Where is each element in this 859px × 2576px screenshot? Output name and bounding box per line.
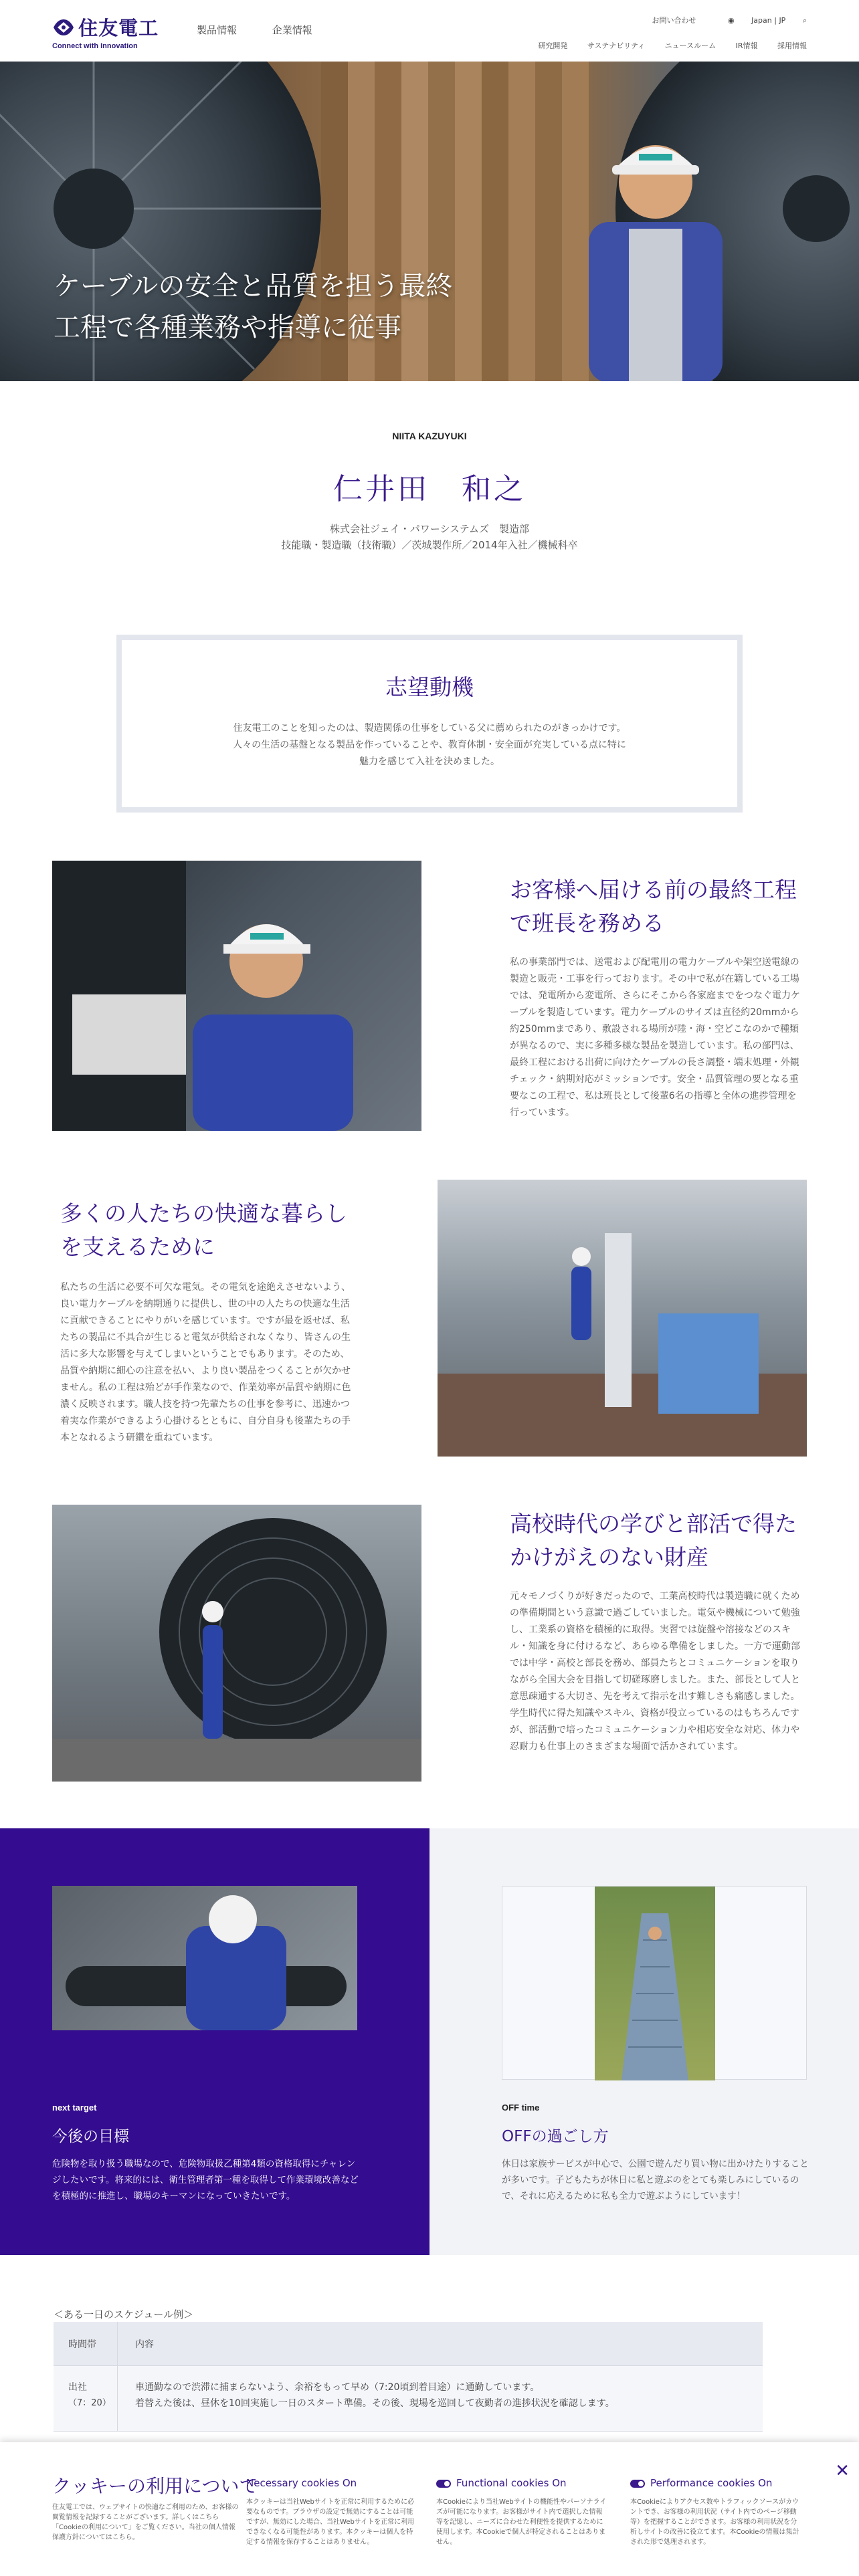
search-icon[interactable]: ⌕ [802,16,807,25]
motive-box [116,635,743,813]
off-time-title: OFFの過ごし方 [502,2128,609,2145]
region-label: Japan | JP [751,16,786,25]
sub-nav-recruit[interactable]: 採用情報 [777,41,807,50]
cookie-functional-title: Functional cookies On [456,2477,567,2489]
globe-icon: ◉ [727,16,737,25]
cookie-functional-body: 本Cookieにより当社Webサイトの機能性やパーソナライズが可能になります。お客様がサイト内で選択した情報等を記憶し、ニーズに合わせた利便性を提供するために使用します。本Cookieで個人が特定されることはありません。 [436,2498,607,2546]
employee-role: 技能職・製造職（技術職）／茨城製作所／2014年入社／機械科卒 [281,539,578,551]
next-target-label: next target [52,2103,97,2113]
employee-name-en: NIITA KAZUYUKI [392,431,467,441]
motive-body: 住友電工のことを知ったのは、製造関係の仕事をしている父に薦められたのがきっかけです。人々の生活の基盤となる製品を作っていることや、教育体制・安全面が充実している点に特に魅力を感じて入社を決めました。 [233,723,626,767]
cable-drum-photo [52,1505,421,1782]
cookie-title: クッキーの利用について [52,2475,258,2497]
section-2-body: 私たちの生活に必要不可欠な電気。その電気を途絶えさせないよう、良い電力ケーブルを納期通りに提供し、世の中の人たちの快適な生活に貢献できることにやりがいを感じています。ですが最を返せば、私たちの製品に不具合が生じると電気が供給されなくなり、皆さんの生活に多大な影響を与えてしまいということでもあります。そのため、品質や納期に細心の注意を払い、より良い製品をつくることが欠かせません。私の工程は殆どが手作業なので、作業効率が品質や納期に色濃く反映されます。職人技を持つ先輩たちの仕事を参考に、迅速かつ着実な作業ができるよう心掛けるとともに、自分自身も後輩たちの手本となれるよう研鑽を重ねています。 [60,1282,351,1443]
cookie-necessary-body: 本クッキーは当社Webサイトを正常に利用するために必要なものです。ブラウザの設定で無効にすることは可能ですが、無効にした場合、当社Webサイトを正常に利用できなくなる可能性があります。本クッキーは個人を特定する情報を保存することはありません。 [246,2498,415,2546]
cookie-necessary [246,2477,417,2547]
slide-at-park-photo [595,1887,715,2080]
row-content [118,2366,763,2431]
logo-mark-icon [52,18,75,37]
off-time-label: OFF time [502,2103,540,2113]
cookie-necessary-title: Necessary cookies On [246,2477,357,2489]
utility-nav [637,15,807,25]
section-1-body: 私の事業部門では、送電および配電用の電力ケーブルや架空送電線の製造と販売・工事を行っております。その中で私が在籍している工場では、発電所から変電所、さらにそこから各家庭までをつなぐ電力ケーブルを製造しています。電力ケーブルのサイズは直径約20mmから約250mmまであり、敷設される場所が陸・海・空どこなのかで種類が異なるので、実に多種多様な製品を製造しています。私の部門は、最終工程における出荷に向けたケーブルの長さ調整・端末処理・外観チェック・納期対応がミッションです。安全・品質管理の要となる重要なこの工程で、私は班長として後輩6名の指導と全体の進捗管理を行っています。 [510,957,800,1118]
cookie-functional [436,2477,607,2547]
site-header [0,0,859,62]
cookie-banner [0,2442,859,2576]
hero-image [0,62,859,381]
section-3-title: 高校時代の学びと部活で得たかけがえのない財産 [510,1511,797,1570]
header-time: 時間帯 [54,2322,118,2365]
schedule-title: ＜ある一日のスケジュール例＞ [54,2309,194,2321]
close-icon[interactable]: ✕ [835,2461,850,2481]
sub-nav [520,40,807,51]
row-time-label: 出社 [68,2382,87,2393]
cookie-text: 住友電工では、ウェブサイトの快適なご利用のため、お客様の閲覧情報を記録することがございます。詳しくはこちら「Cookieの利用について」をご覧ください。当社の個人情報保護方針についてはこちら。 [52,2504,239,2541]
section-3-photo [52,1505,421,1782]
section-2-photo [438,1180,807,1457]
nav-products[interactable]: 製品情報 [197,24,237,36]
hero-title-line1: ケーブルの安全と品質を担う最終 [54,271,453,302]
nav-company[interactable]: 企業情報 [272,24,312,36]
cookie-performance-body: 本Cookieによりアクセス数やトラフィックソースがカウントでき、お客様の利用状況（サイト内でのページ移動等）を把握することができます。お客様の利用状況を分析しサイトの改善に役立てます。本Cookieの情報は集計された形で処理されます。 [630,2498,799,2546]
sub-nav-sustainability[interactable]: サステナビリティ [587,41,646,50]
schedule-table [54,2322,763,2432]
off-time-panel [430,1828,859,2255]
off-time-photo-frame [502,1886,807,2080]
factory-floor-photo [438,1180,807,1457]
cookie-performance [630,2477,801,2547]
employee-company: 株式会社ジェイ・パワーシステムズ 製造部 [330,523,529,535]
sub-nav-rd[interactable]: 研究開発 [538,41,568,50]
section-2-title: 多くの人たちの快適な暮らしを支えるために [60,1200,347,1260]
contact-link[interactable]: お問い合わせ [652,16,696,25]
table-header [54,2322,763,2366]
motive-title: 志望動機 [385,674,474,700]
section-3-body: 元々モノづくりが好きだったので、工業高校時代は製造職に就くための準備期間という意識で過ごしていました。電気や機械について勉強し、工業系の資格を積極的に取得。実習では旋盤や溶接などのスキル・知識を身に付けるなど、あらゆる準備をしました。一方で運動部では中学・高校と部長を務め、部員たちとコミュニケーションを取りながら全国大会を目指して切磋琢磨しました。また、部長として人と意思疎通する大切さ、先を考えて指示を出す難しさも痛感しました。学生時代に得た知識やスキル、資格が役立っているのはもちろんですが、部活動で培ったコミュニケーション力や相応安全な対応、体力や忍耐力も仕事上のさまざまな場面で活かされています。 [510,1591,800,1752]
cookie-performance-title: Performance cookies On [650,2477,773,2489]
next-target-panel [0,1828,430,2255]
logo[interactable] [52,13,159,50]
row-time [54,2366,118,2431]
next-target-photo [52,1886,357,2030]
section-1-photo [52,861,421,1131]
table-row [54,2366,763,2432]
worker-with-cable-photo [52,1886,357,2030]
logo-text: 住友電工 [78,17,159,39]
worker-at-machine-photo [52,861,421,1131]
row-content-line2: 着替えた後は、昼休を10回実施し一日のスタート準備。その後、現場を巡回して夜勤者の進捗状況を確認します。 [135,2398,615,2409]
main-nav [197,23,345,37]
hero-title-line2: 工程で各種業務や指導に従事 [54,312,401,343]
row-content-line1: 車通勤なので渋滞に捕まらないよう、余裕をもって早め（7:20頃到着目途）に通勤しています。 [135,2382,540,2393]
off-time-body: 休日は家族サービスが中心で、公園で遊んだり買い物に出かけたりすることが多いです。子どもたちが休日に私と遊ぶのをとても楽しみにしているので、それに応えるために私も全力で遊ぶようにしています！ [502,2159,809,2202]
performance-toggle[interactable] [630,2480,645,2488]
employee-name-jp: 仁井田 和之 [333,472,526,506]
region-selector[interactable] [713,16,785,25]
next-target-title: 今後の目標 [52,2128,129,2145]
sub-nav-ir[interactable]: IR情報 [735,41,758,50]
logo-tagline: Connect with Innovation [52,42,138,50]
hero-title [54,265,452,348]
row-time-value: （7：20） [68,2398,111,2408]
section-1-title: お客様へ届ける前の最終工程で班長を務める [510,877,797,936]
functional-toggle[interactable] [436,2480,451,2488]
sub-nav-newsroom[interactable]: ニュースルーム [664,41,717,50]
next-target-body: 危険物を取り扱う職場なので、危険物取扱乙種第4類の資格取得にチャレンジしたいです。将来的には、衛生管理者第一種を取得して作業環境改善などを積極的に推進し、職場のキーマンになっていきたいです。 [52,2159,359,2202]
header-content: 内容 [135,2339,154,2350]
off-time-photo [595,1887,715,2080]
